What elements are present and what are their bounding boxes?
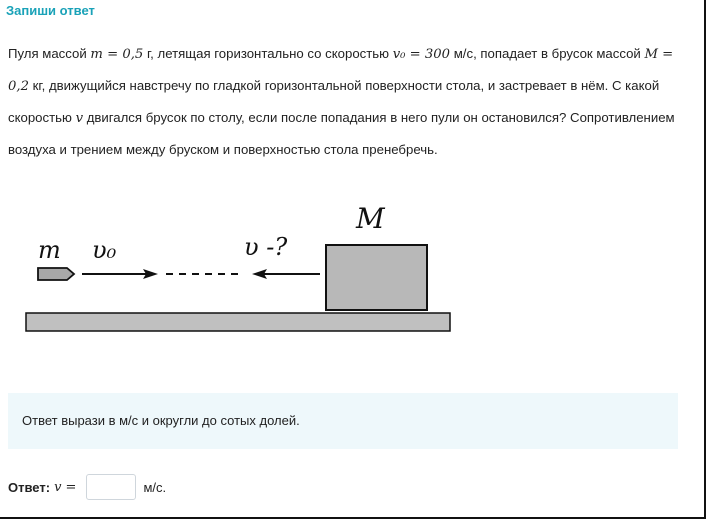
answer-row xyxy=(8,472,166,502)
label-m: m xyxy=(38,236,61,264)
table-surface xyxy=(26,313,450,331)
label-v0: υ₀ xyxy=(92,236,117,264)
label-v-unknown: υ -? xyxy=(244,233,288,261)
velocity-block-symbol: v xyxy=(75,111,84,126)
answer-variable: v = xyxy=(54,479,77,495)
hint-text: Ответ вырази в м/с и округли до сотых долей. xyxy=(22,413,300,428)
problem-part: кг, движущийся навстречу по гладкой горизонтальной поверхности стола, и застревает в нём. С какой скоростью xyxy=(8,78,660,125)
answer-input[interactable] xyxy=(86,474,136,500)
label-M: M xyxy=(356,202,385,235)
section-title: Запиши ответ xyxy=(6,3,95,18)
problem-part: м/с, попадает в брусок массой xyxy=(450,46,645,61)
problem-part: г, летящая горизонтально со скоростью xyxy=(143,46,393,61)
block-M xyxy=(326,245,427,310)
answer-label: Ответ: xyxy=(8,479,51,495)
problem-part: Пуля массой xyxy=(8,46,91,61)
answer-unit: м/с. xyxy=(143,479,167,495)
hint-box xyxy=(8,393,678,449)
mass-bullet-formula: m = 0,5 xyxy=(90,47,144,62)
physics-diagram xyxy=(0,195,470,355)
mass-block-formula: M = 0,2 xyxy=(8,47,674,94)
problem-part: двигался брусок по столу, если после попадания в него пули он остановился? Сопротивлением воздуха и трением между бруском и поверхностью стола пренебречь. xyxy=(8,110,675,157)
velocity-bullet-formula: v₀ = 300 xyxy=(392,47,451,62)
bullet-icon xyxy=(38,268,74,280)
problem-text xyxy=(8,38,693,165)
